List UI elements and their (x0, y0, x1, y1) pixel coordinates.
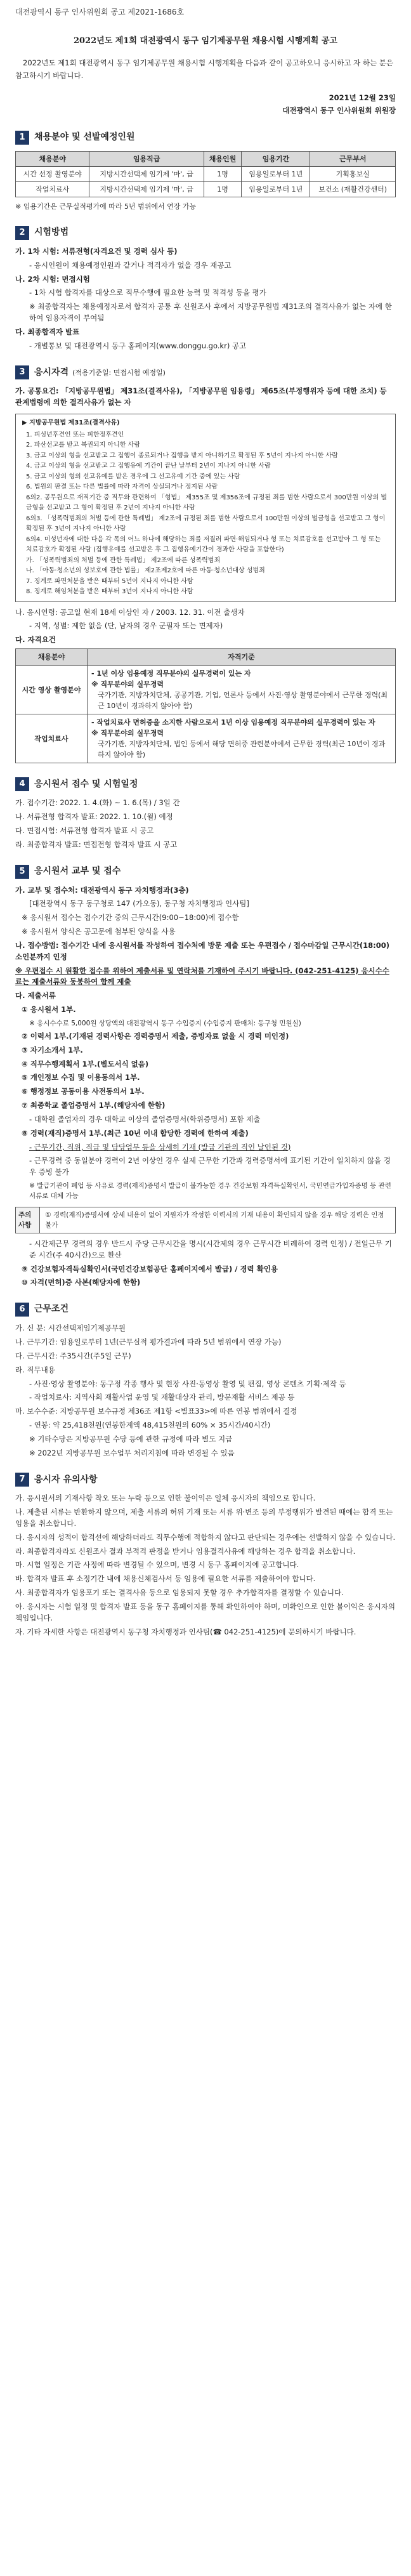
criteria-line: - 1년 이상 임용예정 직무분야의 실무경력이 있는 자 (91, 669, 251, 678)
section-4-body (15, 798, 396, 850)
section-6-body (15, 1323, 396, 1459)
section-2-body (15, 246, 396, 352)
section-6-title: 근무조건 (34, 1304, 69, 1315)
section-4-title: 응시원서 접수 및 시험일정 (34, 779, 138, 789)
list-item: ※ 응시수수료 5,000원 상당액의 대전광역시 동구 수입증지 (수입증지 판매처: 동구청 민원실) (29, 1019, 301, 1027)
list-item: 나. 제출된 서류는 반환하지 않으며, 제출 서류의 허위 기재 또는 서류 위·변조 등의 부정행위가 발견된 때에는 합격 또는 임용을 취소합니다. (15, 1508, 393, 1528)
notice-number: 대전광역시 동구 인사위원회 공고 제2021-1686호 (15, 8, 185, 16)
list-item: 사. 최종합격자가 임용포기 또는 결격사유 등으로 임용되지 못할 경우 추가합격자를 결정할 수 있습니다. (15, 1588, 344, 1598)
list-item: 가. 응시원서의 기재사항 착오 또는 누락 등으로 인한 불이익은 일체 응시자의 책임으로 합니다. (15, 1494, 316, 1503)
col-field: 채용분야 (16, 648, 88, 665)
list-item: 6의4. 미성년자에 대한 다음 각 목의 어느 하나에 해당하는 죄를 저질러 파면·해임되거나 형 또는 치료감호를 선고받아 그 형 또는 치료감호가 확정된 사람 (집행유예를 선고받은 후 그 집행유예기간이 경과한 사람을 포함한다) (26, 536, 381, 554)
section-2-heading (15, 226, 396, 240)
list-item: ④ 직무수행계획서 1부.(별도서식 없음) (22, 1059, 149, 1068)
table-row (16, 666, 396, 714)
section-1-heading (15, 131, 396, 145)
table-cell: 시간 선정 촬영분야 (16, 166, 89, 181)
table-cell: 임용일로부터 1년 (242, 166, 310, 181)
list-item: ※ 2022년 지방공무원 보수업무 처리지침에 따라 변경될 수 있음 (29, 1448, 235, 1457)
list-item: 8. 징계로 해임처분을 받은 때부터 3년이 지나지 아니한 사람 (26, 588, 193, 596)
list-item: 가. 교부 및 접수처: 대전광역시 동구 자치행정과(3층) (15, 885, 189, 895)
list-item: 바. 합격자 발표 후 소정기간 내에 채용신체검사서 등 임용에 필요한 서류를 제출하여야 합니다. (15, 1574, 316, 1584)
table-row (16, 714, 396, 763)
exam-step-2-note: ※ 최종합격자는 채용예정자로서 합격자 공통 후 신원조사 후에서 지방공무원법 제31조의 결격사유가 없는 자에 한하여 임용자격이 부여됨 (29, 302, 392, 322)
section-3-subtitle: (적용기준일: 면접시험 예정일) (72, 368, 166, 377)
section-7-number: 7 (15, 1473, 29, 1487)
table-cell: 작업치료사 (16, 714, 88, 763)
table-cell (88, 714, 396, 763)
col-period: 임용기간 (242, 151, 310, 166)
exam-step-3: 다. 최종합격자 발표 (15, 327, 80, 336)
list-item: 나. 「아동·청소년의 성보호에 관한 법률」 제2조제2호에 따른 아동·청소년대상 성범죄 (26, 567, 265, 575)
list-item: ⑦ 최종학교 졸업증명서 1부.(해당자에 한함) (22, 1101, 166, 1110)
list-item: - 사진·영상 촬영분야: 동구정 각종 행사 및 현장 사진·동영상 촬영 및 편집, 영상 콘텐츠 기획·제작 등 (29, 1379, 346, 1388)
list-item: - 작업치료사: 지역사회 재활사업 운영 및 재활대상자 관리, 방문재활 서비스 제공 등 (29, 1393, 295, 1402)
list-item: 라. 직무내용 (15, 1365, 55, 1374)
intro-paragraph: 2022년도 제1회 대전광역시 동구 임기제공무원 채용시험 시행계획을 다음과 같이 공고하오니 응시하고 자 하는 분은 참고하시기 바랍니다. (15, 58, 394, 81)
common-requirement: 가. 공통요건: 「지방공무원법」 제31조(결격사유), 「지방공무원 임용령」 제65조(부정행위자 등에 대한 조치) 등 관계법령에 의한 결격사유가 없는 자 (15, 386, 387, 407)
disqualification-box (15, 414, 396, 602)
schedule-item: 다. 면접시험: 서류전형 합격자 발표 시 공고 (15, 826, 154, 836)
list-item: ※ 우편접수 시 원활한 접수를 위하여 제출서류 및 연락처를 기재하여 주시기 바랍니다. (042-251-4125) 응시수수료는 제출서류와 동봉하여 함께 제출 (15, 966, 389, 987)
exam-step-1: 가. 1차 시험: 서류전형(자격요건 및 경력 심사 등) (15, 246, 178, 256)
section-7-body (15, 1493, 396, 1638)
list-item: 7. 징계로 파면처분을 받은 때부터 5년이 지나지 아니한 사람 (26, 577, 193, 585)
col-department: 근무부서 (310, 151, 396, 166)
list-item: ※ 발급기관이 폐업 등 사유로 경력(재직)증명서 발급이 불가능한 경우 건강보험 자격득실확인서, 국민연금가입자증명 등 관련 서류로 대체 가능 (29, 1181, 391, 1200)
list-item: 3. 금고 이상의 형을 선고받고 그 집행이 종료되거나 집행을 받지 아니하기로 확정된 후 5년이 지나지 아니한 사람 (26, 452, 338, 459)
list-item: 다. 응시자의 성적이 합격선에 해당하더라도 직무수행에 적합하지 않다고 판단되는 경우에는 선발하지 않을 수 있습니다. (15, 1532, 396, 1542)
list-item: 다. 제출서류 (15, 991, 56, 1001)
table-row (16, 166, 396, 181)
caution-text: ① 경력(재직)증명서에 상세 내용이 없어 지원자가 작성한 이력서의 기재 내용이 확인되지 않을 경우 해당 경력은 인정 불가 (45, 1211, 384, 1229)
list-item: - 대학원 졸업자의 경우 대학교 이상의 졸업증명서(학위증명서) 포함 제출 (29, 1114, 261, 1124)
list-item: 나. 접수방법: 접수기간 내에 응시원서를 작성하여 접수처에 방문 제출 또는 우편접수 / 접수마감일 근무시간(18:00) 소인분까지 인정 (15, 940, 390, 961)
region-gender-requirement: - 지역, 성별: 제한 없음 (단, 남자의 경우 군필자 또는 면제자) (29, 621, 223, 631)
criteria-line: ※ 직무분야의 실무경력 (91, 729, 164, 738)
section-5-body-continued (15, 1239, 396, 1289)
list-item: 다. 근무시간: 주35시간(주5일 근무) (15, 1351, 131, 1360)
list-item: ⑨ 건강보험자격득실확인서(국민건강보험공단 홈페이지에서 발급) / 경력 확인용 (22, 1264, 278, 1273)
exam-step-2: 나. 2차 시험: 면접시험 (15, 274, 90, 284)
table-cell: 기획홍보실 (310, 166, 396, 181)
list-item: 자. 기타 자세한 사항은 대전광역시 동구청 자치행정과 인사팀(☎ 042-251-4125)에 문의하시기 바랍니다. (15, 1627, 356, 1636)
criteria-line: 국가기관, 지방자치단체, 법인 등에서 해당 면허증 관련분야에서 근무한 경력(최근 10년이 경과하지 않아야 함) (98, 740, 386, 759)
col-field: 채용분야 (16, 151, 89, 166)
section-5-body (15, 885, 396, 1202)
notice-date: 2021년 12월 23일 (329, 93, 396, 103)
section-3-title: 응시자격 (34, 367, 69, 378)
section-2-number: 2 (15, 226, 29, 240)
caution-box (15, 1207, 396, 1234)
table-cell: 1명 (204, 181, 241, 197)
table-cell: 작업치료사 (16, 181, 89, 197)
table-cell: 보건소 (재활건강센터) (310, 181, 396, 197)
schedule-item: 나. 서류전형 합격자 발표: 2022. 1. 10.(월) 예정 (15, 812, 173, 822)
list-item: 6. 법원의 판결 또는 다른 법률에 따라 자격이 상실되거나 정지된 사람 (26, 483, 218, 491)
section-6-number: 6 (15, 1303, 29, 1317)
section-3-heading (15, 365, 396, 379)
recruitment-table (15, 151, 396, 197)
criteria-line: 국가기관, 지방자치단체, 공공기관, 기업, 언론사 등에서 사진·영상 촬영분야에서 근무한 경력(최근 10년이 경과하지 않아야 함) (98, 691, 388, 711)
list-item: - 근무기간, 직위, 직급 및 담당업무 등을 상세히 기재 (발급 기관의 직인 날인된 것) (29, 1142, 291, 1152)
col-criteria: 자격기준 (88, 648, 396, 665)
list-item: 4. 금고 이상의 형을 선고받고 그 집행유예 기간이 끝난 날부터 2년이 지나지 아니한 사람 (26, 463, 271, 470)
list-item: 2. 파산선고를 받고 복권되지 아니한 사람 (26, 442, 140, 449)
table-cell: 1명 (204, 166, 241, 181)
issuing-organization: 대전광역시 동구 인사위원회 위원장 (282, 105, 396, 115)
page-title: 2022년도 제1회 대전광역시 동구 임기제공무원 채용시험 시행계획 공고 (74, 36, 337, 46)
list-item: ⑩ 자격(면허)증 사본(해당자에 한함) (22, 1278, 141, 1287)
section-5-number: 5 (15, 865, 29, 879)
disqualification-box-title: ▶ 지방공무원법 제31조(결격사유) (22, 419, 120, 427)
notice-page (15, 0, 396, 1638)
list-item: ※ 응시원서 양식은 공고문에 첨부된 양식을 사용 (22, 927, 176, 936)
caution-label: 주의 사항 (16, 1207, 40, 1233)
section-2-title: 시험방법 (34, 227, 69, 238)
section-5-heading (15, 865, 396, 879)
list-item: ① 응시원서 1부. (22, 1004, 76, 1014)
list-item: ※ 기타수당은 지방공무원 수당 등에 관한 규정에 따라 별도 지급 (29, 1434, 233, 1443)
schedule-item: 라. 최종합격자 발표: 면접전형 합격자 발표 시 공고 (15, 839, 178, 849)
schedule-item: 가. 접수기간: 2022. 1. 4.(화) ~ 1. 6.(목) / 3일 간 (15, 798, 180, 808)
section-7-heading (15, 1473, 396, 1487)
list-item: 5. 금고 이상의 형의 선고유예를 받은 경우에 그 선고유예 기간 중에 있는 사람 (26, 473, 240, 480)
list-item: ② 이력서 1부.(기재된 경력사항은 경력증명서 제출, 증빙자료 없을 시 경력 미인정) (22, 1032, 289, 1041)
table-cell: 지방시간선택제 임기제 '마', 급 (89, 166, 204, 181)
section-4-number: 4 (15, 777, 29, 791)
list-item: ※ 응시원서 접수는 접수기간 중의 근무시간(9:00~18:00)에 접수함 (22, 913, 239, 923)
list-item: 가. 「성폭력범죄의 처벌 등에 관한 특례법」 제2조에 따른 성폭력범죄 (26, 556, 221, 564)
section-3-number: 3 (15, 365, 29, 379)
list-item: ⑧ 경력(재직)증명서 1부.(최근 10년 이내 합당한 경력에 한하여 제출) (22, 1128, 249, 1138)
col-count: 채용인원 (204, 151, 241, 166)
table-cell: 임용일로부터 1년 (242, 181, 310, 197)
section-1-note: ※ 임용기간은 근무실적평가에 따라 5년 범위에서 연장 가능 (15, 202, 197, 211)
qualification-table (15, 648, 396, 763)
list-item: ⑥ 행정정보 공동이용 사전동의서 1부. (22, 1087, 145, 1096)
section-4-heading (15, 777, 396, 791)
list-item: ③ 자기소개서 1부. (22, 1045, 83, 1055)
list-item: - 근무경력 중 동일분야 경력이 2년 이상인 경우 실제 근무한 기간과 경력증명서에 표기된 기간이 일치하지 않을 경우 증빙 불가 (29, 1156, 391, 1177)
age-requirement: 나. 응시연령: 공고일 현재 18세 이상인 자 / 2003. 12. 31. 이전 출생자 (15, 607, 245, 617)
list-item: ⑤ 개인정보 수집 및 이용동의서 1부. (22, 1073, 140, 1082)
table-cell: 시간 영상 촬영분야 (16, 666, 88, 714)
section-1-title: 채용분야 및 선발예정인원 (34, 131, 135, 142)
exam-step-1-detail: - 응시인원이 채용예정인원과 같거나 적격자가 없을 경우 재공고 (29, 260, 232, 270)
qualification-table-header (16, 648, 396, 665)
list-item: 라. 최종합격자라도 신원조사 결과 부적격 판정을 받거나 임용결격사유에 해당하는 경우 합격을 취소합니다. (15, 1546, 356, 1556)
qualification-heading: 다. 자격요건 (15, 635, 56, 645)
list-item: - 시간제근무 경력의 경우 반드시 주당 근무시간을 명시(시간제의 경우 근무시간 비례하여 경력 인정) / 전일근무 기준 시간(주 40시간)으로 환산 (29, 1239, 392, 1259)
col-grade: 임용직급 (89, 151, 204, 166)
table-row (16, 181, 396, 197)
criteria-line: ※ 직무분야의 실무경력 (91, 680, 164, 689)
exam-step-2-detail: - 1차 시험 합격자를 대상으로 직무수행에 필요한 능력 및 적격성 등을 평가 (29, 288, 266, 298)
list-item: 가. 신 분: 시간선택제임기제공무원 (15, 1324, 126, 1333)
list-item: 6의3. 「성폭력범죄의 처벌 등에 관한 특례법」 제2조에 규정된 죄를 범한 사람으로서 100만원 이상의 벌금형을 선고받고 그 형이 확정된 후 3년이 지나지 아니한 사람 (26, 515, 386, 533)
list-item: 6의2. 공무원으로 재직기간 중 직무와 관련하여 「형법」 제355조 및 제356조에 규정된 죄를 범한 사람으로서 300만원 이상의 벌금형을 선고받고 그 형이 확정된 후 2년이 지나지 아니한 사람 (26, 494, 388, 512)
list-item: 마. 시험 일정은 기관 사정에 따라 변경될 수 있으며, 변경 시 동구 홈페이지에 공고합니다. (15, 1560, 299, 1570)
list-item: - 연봉: 약 25,418천원(연봉한계액 48,415천원의 60% × 35시간/40시간) (29, 1420, 271, 1429)
section-6-heading (15, 1303, 396, 1317)
table-cell: 지방시간선택제 임기제 '마', 급 (89, 181, 204, 197)
list-item: 아. 응시자는 시험 일정 및 합격자 발표 등을 동구 홈페이지를 통해 확인하여야 하며, 미확인으로 인한 불이익은 응시자의 책임입니다. (15, 1601, 396, 1622)
list-item: 나. 근무기간: 임용일로부터 1년(근무실적 평가결과에 따라 5년 범위에서 연장 가능) (15, 1337, 282, 1347)
recruitment-table-header (16, 151, 396, 166)
list-item: 마. 보수수준: 지방공무원 보수규정 제36조 제1항 <별표33>에 따른 연봉 범위에서 결정 (15, 1407, 297, 1416)
section-7-title: 응시자 유의사항 (34, 1474, 98, 1485)
list-item: 1. 피성년후견인 또는 피한정후견인 (26, 431, 124, 438)
section-5-title: 응시원서 교부 및 접수 (34, 865, 121, 876)
criteria-line: - 작업치료사 면허증을 소지한 사람으로서 1년 이상 임용예정 직무분야의 실무경력이 있는 자 (91, 718, 375, 727)
list-item: [대전광역시 동구 동구청로 147 (가오동), 동구청 자치행정과 인사팀] (29, 899, 249, 909)
section-1-number: 1 (15, 131, 29, 145)
table-cell (88, 666, 396, 714)
exam-step-3-detail: - 개별통보 및 대전광역시 동구 홈페이지(www.donggu.go.kr) 공고 (29, 341, 247, 350)
